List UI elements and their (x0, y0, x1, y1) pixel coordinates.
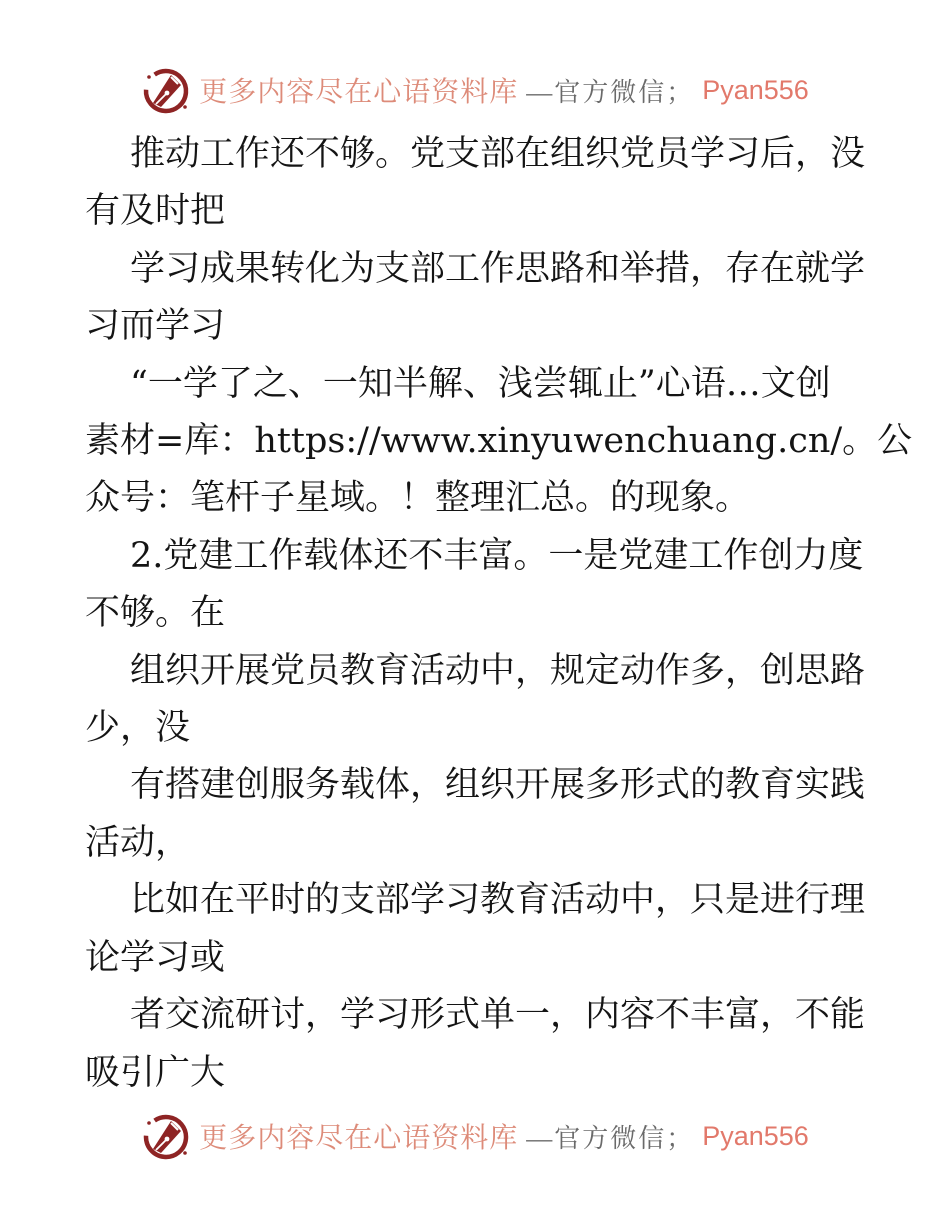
text-line: 学习成果转化为支部工作思路和举措，存在就学 (130, 248, 866, 289)
text-line: 者交流研讨，学习形式单一，内容不丰富，不能 (130, 995, 866, 1036)
text-line: 素材=库：https://www.xinyuwenchuang.cn/。公 (85, 421, 913, 462)
text-line: 组织开展党员教育活动中，规定动作多，创思路 (130, 650, 866, 691)
wechat-id: Pyan556 (702, 1120, 809, 1151)
text-line: 不够。在 (85, 593, 226, 634)
wechat-label: —官方微信； (526, 77, 695, 107)
footer-pen-nib-logo-icon (141, 1109, 191, 1163)
text-line: 有搭建创服务载体，组织开展多形式的教育实践 (130, 765, 866, 806)
brand-pen-nib-logo-icon (141, 63, 191, 117)
brand-text: 更多内容尽在心语资料库 (199, 77, 519, 108)
text-line: 2.党建工作载体还不丰富。一是党建工作创力度 (130, 535, 864, 576)
footer-watermark (0, 1108, 950, 1164)
brand-text: 更多内容尽在心语资料库 (199, 1123, 519, 1154)
text-line: 有及时把 (85, 191, 226, 232)
text-line: 论学习或 (85, 937, 226, 978)
document-body (85, 126, 913, 1102)
text-line: “一学了之、一知半解、浅尝辄止”心语…文创 (130, 363, 831, 404)
text-line: 活动， (85, 822, 191, 863)
text-line: 众号：笔杆子星域。！整理汇总。的现象。 (85, 478, 751, 519)
text-line: 吸引广大 (85, 1052, 226, 1093)
text-line: 比如在平时的支部学习教育活动中，只是进行理 (130, 880, 866, 921)
text-line: 推动工作还不够。党支部在组织党员学习后，没 (130, 134, 866, 174)
text-line: 习而学习 (85, 306, 226, 347)
text-line: 少，没 (85, 708, 191, 749)
header-watermark (0, 62, 950, 118)
wechat-label: —官方微信； (526, 1123, 695, 1153)
wechat-id: Pyan556 (702, 74, 809, 105)
